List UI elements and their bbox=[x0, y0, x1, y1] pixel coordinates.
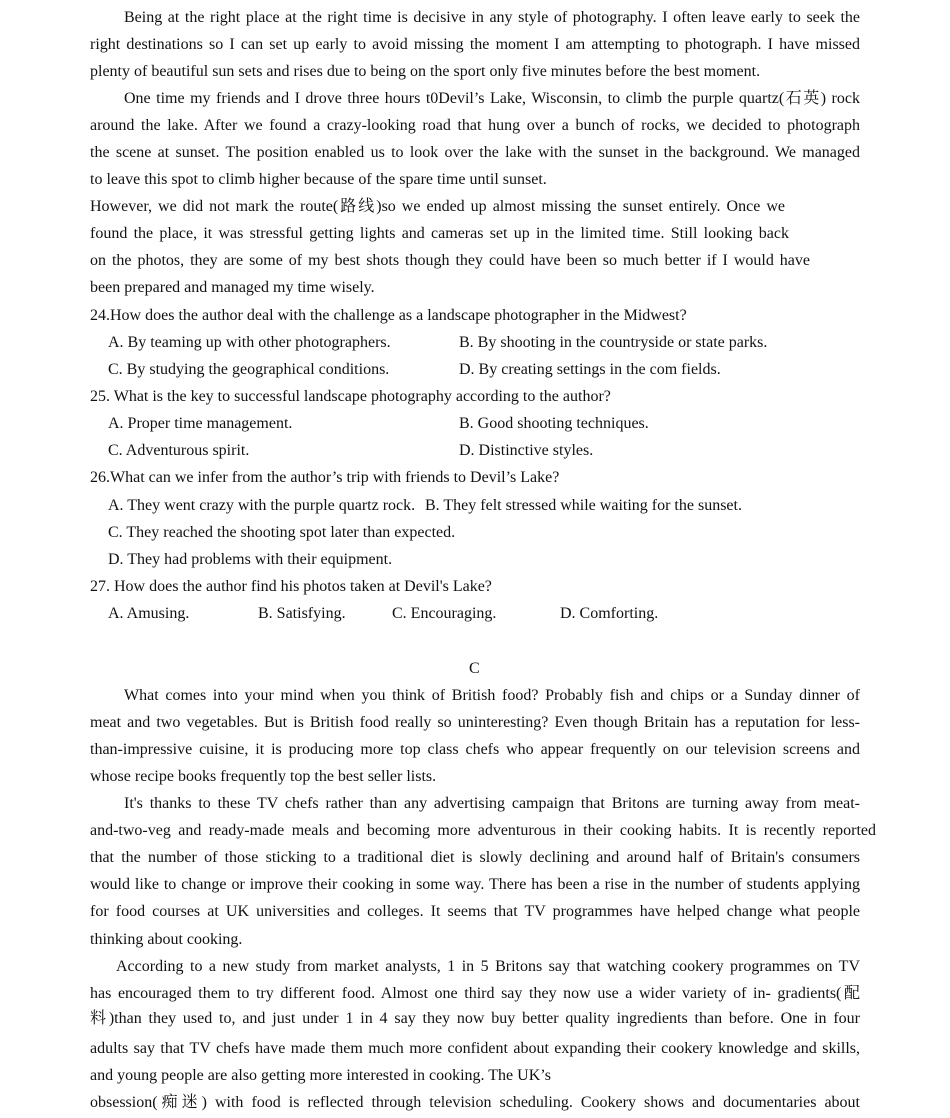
section-c-p2-line-6: thinking about cooking. bbox=[90, 931, 243, 948]
passage-b-p3-line-1: However, we did not mark the route(路线)so we ended up almost missing the sunset entirely. Once we bbox=[90, 198, 785, 215]
passage-b-p3-line-2: found the place, it was stressful getting lights and cameras set up in the limited time. Still looking back bbox=[90, 225, 789, 242]
question-24-option-b[interactable]: B. By shooting in the countryside or state parks. bbox=[459, 334, 768, 351]
section-c-p2-line-2: and-two-veg and ready-made meals and becoming more adventurous in their cooking habits. It is recently reported bbox=[90, 822, 876, 839]
question-26-option-d[interactable]: D. They had problems with their equipment. bbox=[108, 551, 393, 568]
section-c-p1-line-2: meat and two vegetables. But is British food really so uninteresting? Even though Britain has a reputation for less- bbox=[90, 714, 860, 731]
question-27-option-a[interactable]: A. Amusing. bbox=[108, 605, 190, 622]
section-c-heading: C bbox=[469, 660, 480, 677]
question-26-option-a[interactable]: A. They went crazy with the purple quartz rock. bbox=[108, 497, 416, 514]
question-24-stem: 24.How does the author deal with the challenge as a landscape photographer in the Midwest? bbox=[90, 307, 687, 324]
passage-b-p2-line-3: the scene at sunset. The position enabled us to look over the lake with the sunset in the background. We managed bbox=[90, 144, 860, 161]
section-c-p2-line-4: would like to change or improve their cooking in some way. There has been a rise in the number of students applying bbox=[90, 876, 860, 893]
section-c-p2-line-3: that the number of those sticking to a traditional diet is slowly declining and around half of Britain's consumers bbox=[90, 849, 860, 866]
passage-b-p1-line-1: Being at the right place at the right time is decisive in any style of photography. I often leave early to seek the bbox=[124, 9, 860, 26]
passage-b-p1-line-3: plenty of beautiful sun sets and rises due to being on the sport only five minutes before the best moment. bbox=[90, 63, 761, 80]
section-c-p1-line-1: What comes into your mind when you think of British food? Probably fish and chips or a Sunday dinner of bbox=[124, 687, 860, 704]
question-25-stem: 25. What is the key to successful landscape photography according to the author? bbox=[90, 388, 611, 405]
question-26-option-c[interactable]: C. They reached the shooting spot later than expected. bbox=[108, 524, 456, 541]
question-25-option-d[interactable]: D. Distinctive styles. bbox=[459, 442, 594, 459]
passage-b-p2-line-1: One time my friends and I drove three hours t0Devil’s Lake, Wisconsin, to climb the purple quartz(石英) rock bbox=[124, 90, 860, 107]
question-27-option-d[interactable]: D. Comforting. bbox=[560, 605, 659, 622]
question-25-option-a[interactable]: A. Proper time management. bbox=[108, 415, 293, 432]
question-25-option-c[interactable]: C. Adventurous spirit. bbox=[108, 442, 250, 459]
section-c-p3-line-2: has encouraged them to try different food. Almost one third say they now use a wider variety of in- gradients(配 bbox=[90, 985, 860, 1002]
question-25-option-b[interactable]: B. Good shooting techniques. bbox=[459, 415, 649, 432]
question-26-option-b[interactable]: B. They felt stressed while waiting for the sunset. bbox=[425, 497, 742, 514]
question-26-stem: 26.What can we infer from the author’s trip with friends to Devil’s Lake? bbox=[90, 469, 560, 486]
passage-b-p2-line-4: to leave this spot to climb higher because of the spare time until sunset. bbox=[90, 171, 547, 188]
section-c-p3-line-1: According to a new study from market analysts, 1 in 5 Britons say that watching cookery programmes on TV bbox=[116, 958, 860, 975]
question-24-option-a[interactable]: A. By teaming up with other photographers. bbox=[108, 334, 391, 351]
question-27-option-b[interactable]: B. Satisfying. bbox=[258, 605, 346, 622]
question-24-option-c[interactable]: C. By studying the geographical conditions. bbox=[108, 361, 390, 378]
section-c-p2-line-5: for food courses at UK universities and colleges. It seems that TV programmes have helped change what people bbox=[90, 903, 860, 920]
section-c-p3-line-5: and young people are also getting more interested in cooking. The UK’s bbox=[90, 1067, 551, 1084]
section-c-p2-line-1: It's thanks to these TV chefs rather than any advertising campaign that Britons are turning away from meat- bbox=[124, 795, 860, 812]
question-27-option-c[interactable]: C. Encouraging. bbox=[392, 605, 497, 622]
section-c-p3-line-3: 料)than they used to, and just under 1 in 4 say they now buy better quality ingredients than before. One in four bbox=[90, 1010, 860, 1027]
passage-b-p1-line-2: right destinations so I can set up early to avoid missing the moment I am attempting to photograph. I have missed bbox=[90, 36, 860, 53]
section-c-p3-line-4: adults say that TV chefs have made them much more confident about expanding their cookery knowledge and skills, bbox=[90, 1040, 860, 1057]
question-27-stem: 27. How does the author find his photos taken at Devil's Lake? bbox=[90, 578, 492, 595]
section-c-p1-line-3: than-impressive cuisine, it is producing more top class chefs who appear frequently on our television screens and bbox=[90, 741, 860, 758]
section-c-p3-line-6: obsession(痴迷) with food is reflected through television scheduling. Cookery shows and documentaries about bbox=[90, 1094, 860, 1111]
section-c-p1-line-4: whose recipe books frequently top the best seller lists. bbox=[90, 768, 437, 785]
question-24-option-d[interactable]: D. By creating settings in the com fields. bbox=[459, 361, 721, 378]
passage-b-p3-line-4: been prepared and managed my time wisely. bbox=[90, 279, 375, 296]
passage-b-p3-line-3: on the photos, they are some of my best shots though they could have been so much better if I would have bbox=[90, 252, 810, 269]
passage-b-p2-line-2: around the lake. After we found a crazy-looking road that hung over a bunch of rocks, we decided to photograph bbox=[90, 117, 860, 134]
